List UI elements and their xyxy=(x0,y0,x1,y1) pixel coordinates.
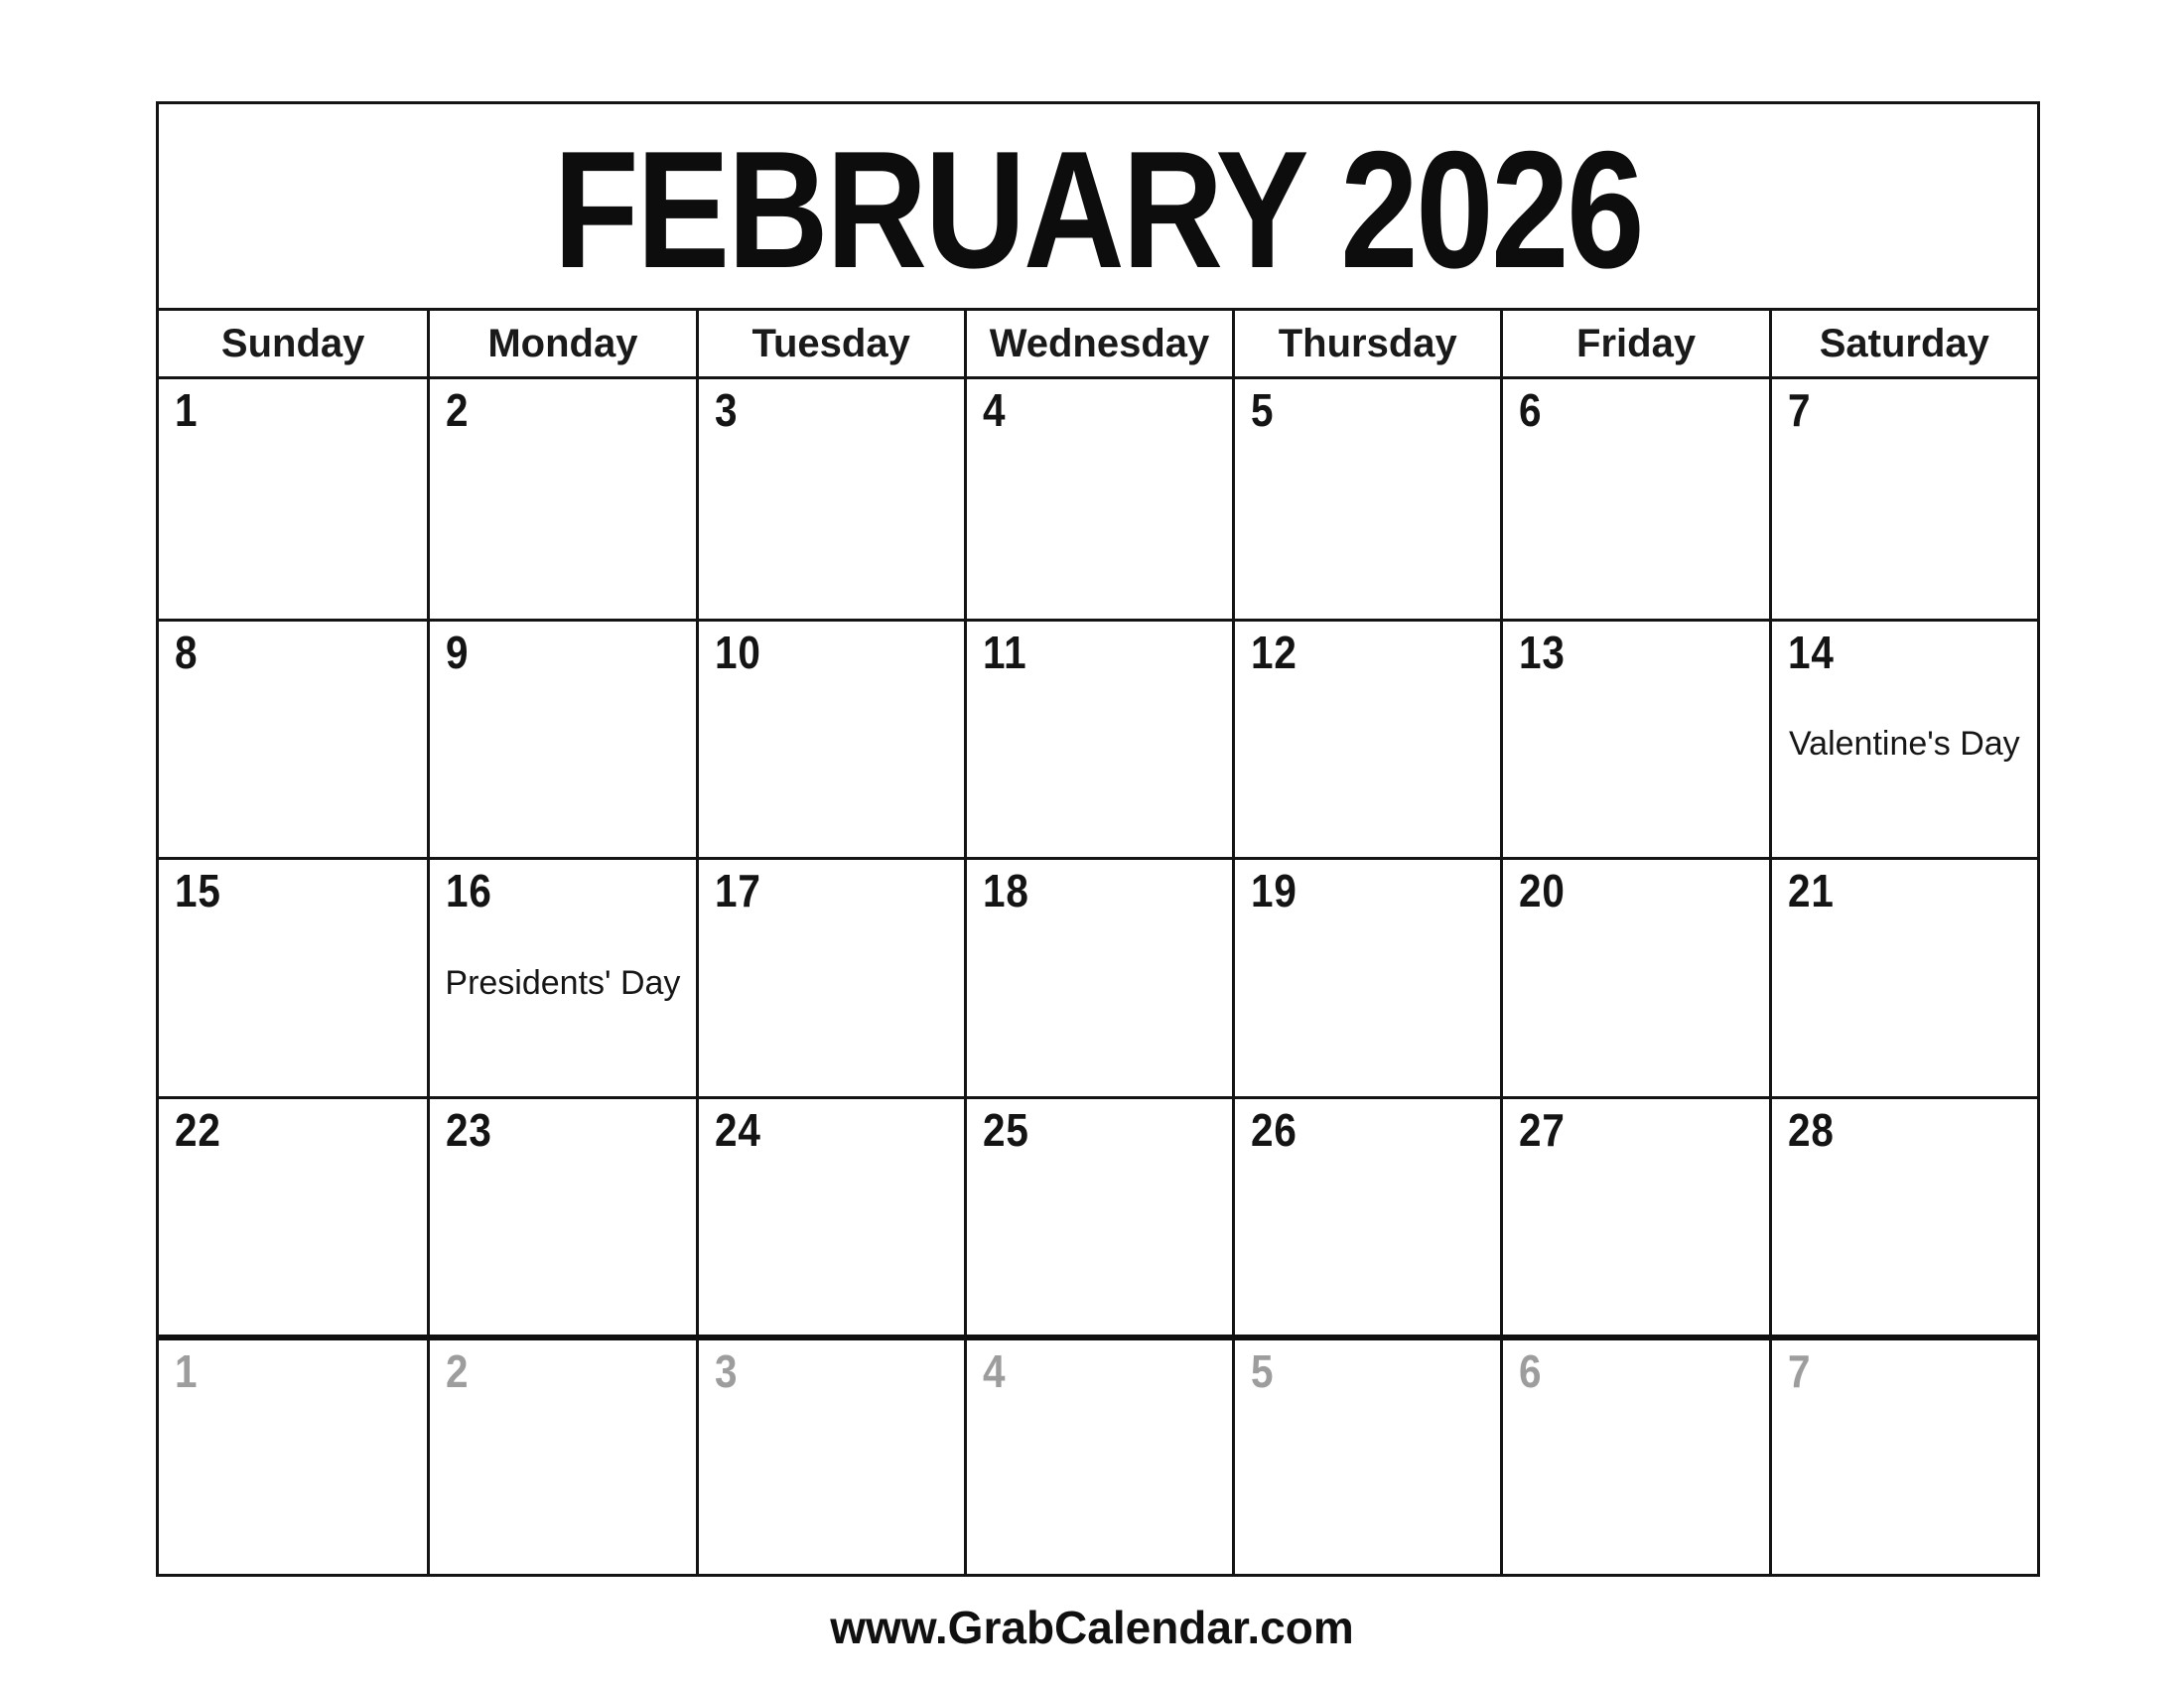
day-cell-next-month xyxy=(1232,1335,1500,1574)
day-number: 3 xyxy=(714,1345,738,1398)
day-cell-next-month xyxy=(1500,1335,1768,1574)
day-cell xyxy=(159,379,427,619)
day-cell xyxy=(964,619,1232,858)
day-number: 16 xyxy=(446,865,493,917)
day-number: 13 xyxy=(1519,626,1567,678)
weekday-header-tuesday: Tuesday xyxy=(696,311,964,376)
day-number: 3 xyxy=(714,384,738,436)
day-number: 12 xyxy=(1251,626,1297,678)
day-cell xyxy=(1769,857,2037,1096)
day-cell xyxy=(159,619,427,858)
day-number: 27 xyxy=(1519,1103,1567,1156)
day-cell-next-month xyxy=(964,1335,1232,1574)
day-number: 7 xyxy=(1787,1345,1812,1398)
day-cell xyxy=(964,379,1232,619)
day-cell xyxy=(1232,857,1500,1096)
day-cell xyxy=(696,1096,964,1336)
day-cell xyxy=(1500,619,1768,858)
day-cell-valentines-day xyxy=(1769,619,2037,858)
day-number: 19 xyxy=(1251,865,1297,917)
day-cell xyxy=(696,857,964,1096)
day-number: 17 xyxy=(714,865,761,917)
day-number: 4 xyxy=(982,384,1007,436)
day-cell xyxy=(696,619,964,858)
weekday-header-sunday: Sunday xyxy=(220,321,365,365)
day-number: 2 xyxy=(446,384,470,436)
day-cell xyxy=(1232,619,1500,858)
day-number: 7 xyxy=(1787,384,1812,436)
day-cell xyxy=(427,1096,695,1336)
day-cell xyxy=(1500,379,1768,619)
day-number: 10 xyxy=(714,626,761,678)
title-bar xyxy=(159,104,2037,311)
day-number: 8 xyxy=(175,626,199,678)
day-cell xyxy=(427,379,695,619)
day-number: 6 xyxy=(1519,384,1543,436)
day-cell-next-month xyxy=(427,1335,695,1574)
day-number: 15 xyxy=(175,865,221,917)
day-cell xyxy=(1500,1096,1768,1336)
day-number: 24 xyxy=(714,1103,761,1156)
day-number: 1 xyxy=(175,1345,199,1398)
page-title: FEBRUARY 2026 xyxy=(553,115,1643,303)
calendar-grid xyxy=(159,379,2037,1574)
day-cell xyxy=(1500,857,1768,1096)
day-cell xyxy=(1232,379,1500,619)
weekday-header-friday: Friday xyxy=(1500,311,1768,376)
day-cell-next-month xyxy=(696,1335,964,1574)
day-cell xyxy=(964,857,1232,1096)
day-number: 18 xyxy=(982,865,1029,917)
day-number: 25 xyxy=(982,1103,1029,1156)
day-number: 11 xyxy=(982,626,1027,678)
weekday-header-thursday: Thursday xyxy=(1232,311,1500,376)
day-number: 21 xyxy=(1787,865,1835,917)
weekday-header-row xyxy=(159,311,2037,379)
holiday-label: Presidents' Day xyxy=(445,963,681,1002)
holiday-label: Valentine's Day xyxy=(1789,725,2020,764)
day-cell-presidents-day xyxy=(427,857,695,1096)
day-number: 4 xyxy=(982,1345,1007,1398)
day-number: 6 xyxy=(1519,1345,1543,1398)
day-cell xyxy=(159,857,427,1096)
day-number: 26 xyxy=(1251,1103,1297,1156)
day-cell xyxy=(964,1096,1232,1336)
day-cell-next-month xyxy=(1769,1335,2037,1574)
footer-watermark: www.GrabCalendar.com xyxy=(830,1602,1354,1653)
day-number: 23 xyxy=(446,1103,493,1156)
day-number: 14 xyxy=(1787,626,1835,678)
day-cell-next-month xyxy=(159,1335,427,1574)
day-number: 22 xyxy=(175,1103,221,1156)
day-cell xyxy=(696,379,964,619)
calendar xyxy=(156,101,2040,1577)
day-number: 9 xyxy=(446,626,470,678)
day-cell xyxy=(1232,1096,1500,1336)
weekday-header-wednesday: Wednesday xyxy=(964,311,1232,376)
weekday-header-saturday: Saturday xyxy=(1769,311,2037,376)
day-cell xyxy=(1769,379,2037,619)
day-number: 5 xyxy=(1251,384,1275,436)
weekday-header-monday: Monday xyxy=(427,311,695,376)
day-number: 2 xyxy=(446,1345,470,1398)
day-cell xyxy=(159,1096,427,1336)
day-cell xyxy=(427,619,695,858)
day-number: 28 xyxy=(1787,1103,1835,1156)
day-cell xyxy=(1769,1096,2037,1336)
day-number: 5 xyxy=(1251,1345,1275,1398)
day-number: 1 xyxy=(175,384,199,436)
day-number: 20 xyxy=(1519,865,1567,917)
